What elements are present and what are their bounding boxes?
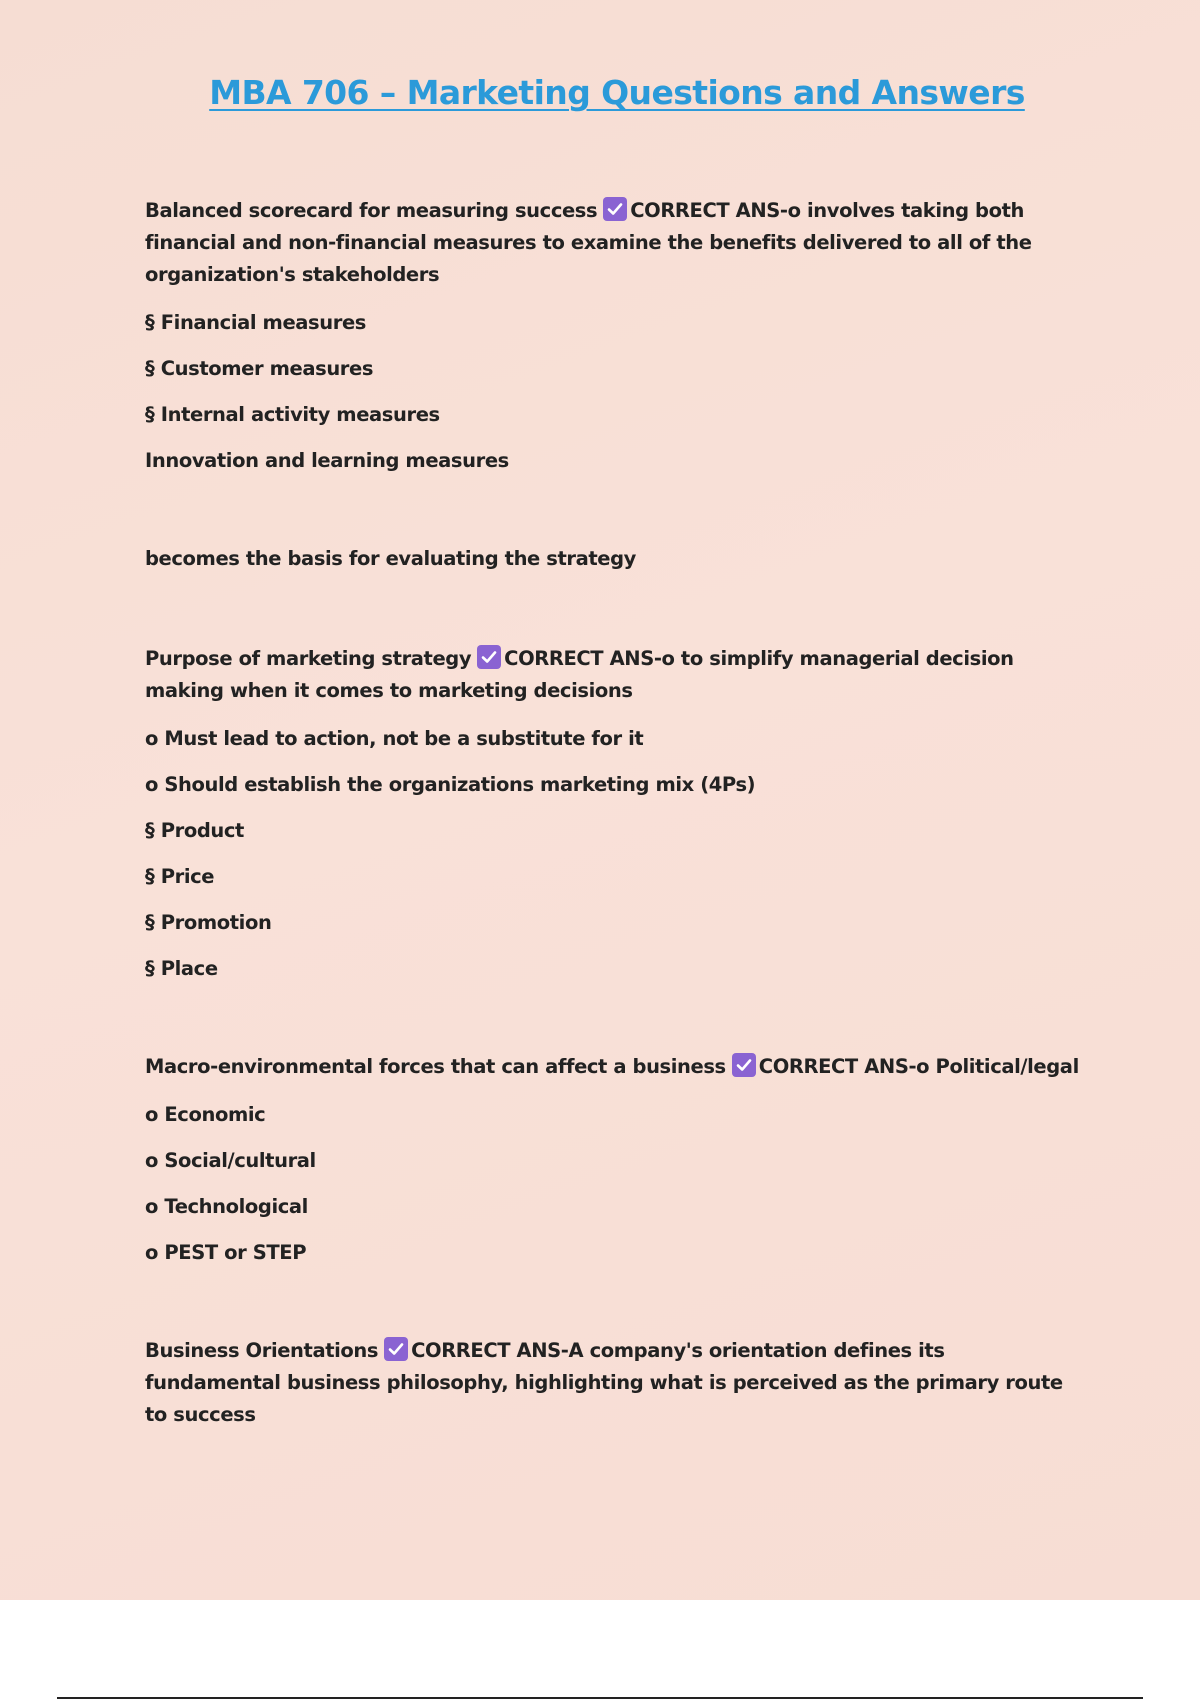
question-text: Macro-environmental forces that can affect a business [145, 1055, 726, 1078]
answer-text: CORRECT ANS-o to simplify managerial decision making when it comes to marketing decisions [145, 647, 1014, 702]
checkbox-checked-icon [603, 197, 627, 221]
list-item: o Should establish the organizations marketing mix (4Ps) [145, 773, 756, 796]
list-item: § Price [145, 865, 215, 888]
list-item: o Technological [145, 1195, 308, 1218]
question-block-4 [145, 1335, 1085, 1431]
question-block-1 [145, 195, 1085, 291]
list-item: § Customer measures [145, 357, 374, 380]
question-text: Purpose of marketing strategy [145, 647, 472, 670]
answer-text: CORRECT ANS-A company's orientation defines its fundamental business philosophy, highlighting what is perceived as the primary route to success [145, 1339, 1063, 1426]
question-text: Business Orientations [145, 1339, 379, 1362]
list-item: § Internal activity measures [145, 403, 440, 426]
list-item: o PEST or STEP [145, 1241, 307, 1264]
question-block-3 [145, 1051, 1085, 1083]
list-item: § Promotion [145, 911, 272, 934]
checkbox-checked-icon [384, 1337, 408, 1361]
document-content [145, 195, 1085, 1447]
list-item: Innovation and learning measures [145, 449, 509, 472]
answer-text: CORRECT ANS-o Political/legal [758, 1055, 1079, 1078]
checkbox-checked-icon [732, 1053, 756, 1077]
list-item: § Financial measures [145, 311, 366, 334]
footer-divider [57, 1697, 1143, 1699]
list-item: § Product [145, 819, 244, 842]
answer-text: CORRECT ANS-o involves taking both financial and non-financial measures to examine the benefits delivered to all of the organization's stakeholders [145, 199, 1032, 286]
question-text: Balanced scorecard for measuring success [145, 199, 598, 222]
trailing-text: becomes the basis for evaluating the strategy [145, 547, 636, 570]
question-block-2 [145, 643, 1085, 707]
list-item: o Social/cultural [145, 1149, 316, 1172]
list-item: § Place [145, 957, 218, 980]
list-item: o Must lead to action, not be a substitute for it [145, 727, 644, 750]
list-item: o Economic [145, 1103, 266, 1126]
checkbox-checked-icon [477, 645, 501, 669]
document-title: MBA 706 – Marketing Questions and Answers [209, 73, 1025, 112]
